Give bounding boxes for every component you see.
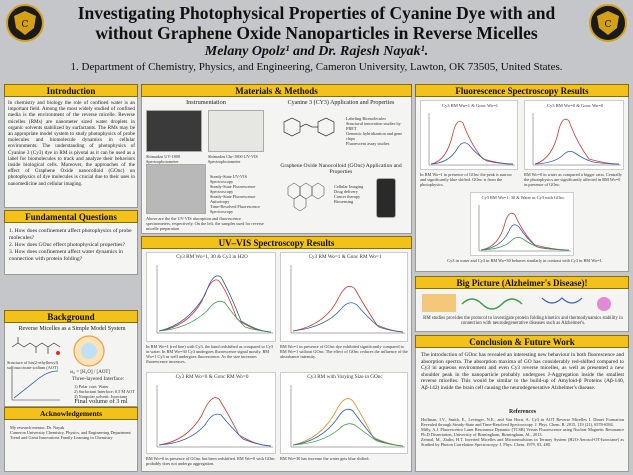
series-line-red [431,121,513,164]
series-line-blue [535,151,619,164]
title-line-2: without Graphene Oxide Nanoparticles in Reverse Micelles [95,23,538,43]
series-line-green [159,301,271,332]
uv-chart-4-plot [281,381,409,453]
references-list [421,417,624,447]
uv-chart-2 [280,252,408,342]
fl-chart-3-plot [471,201,575,255]
brain-tissue-image [422,294,456,312]
instrument-caption-2: Shimadzu Chr-1800 UV-VIS Spectrophotometer [208,154,258,164]
questions-list [9,228,135,263]
series-line-red [159,398,271,446]
fundamental-header: Fundamental Questions [4,210,138,223]
cy3-structure-svg [278,112,340,144]
three-layered-title: Three-layered Interface: [72,376,125,382]
university-logo-left [6,4,44,42]
go-property: Cellular Imaging [334,184,364,189]
go-vial-photo [376,178,396,218]
shield-icon [10,8,40,38]
fl-chart-1 [420,100,518,170]
ack-item: Cameron University Chemistry, Physics, and Engineering Department [10,430,131,435]
uv-caption-1: In RM Wo=1 (red line) with Cy3, the band redshifted as compared to Cy3 in water. In RM Wo=30 Cy3 undergoes fluorescence signal mostly. RM Wo=1 Cy3 as well undergoes fluorescence. As the size increases fluorescence increases. [146,344,274,364]
aot-structure-svg [8,335,66,359]
reverse-micelle-svg [70,333,108,369]
svg-text:C: C [21,20,29,30]
fl-chart-2-title: Cy3 RM Wo=0 & Gonc Wo=0 [546,103,604,108]
cy3-properties-list [346,116,410,146]
uv-chart-4 [280,372,408,454]
sulfonate-atom [56,351,60,355]
affiliation: 1. Department of Chemistry, Physics, and Engineering, Cameron University, Lawton, OK 73505, United States. [70,61,563,73]
go-title: Graphene Oxide Nanocolloid (GOnc) Application and Properties [280,163,402,176]
series-line-blue [293,303,403,332]
layer-2: 2) Surfactant Interface: 0.5 M AOT [74,389,135,394]
cy3-property: Genomic hybridization and gene chips [346,131,403,141]
uv-chart-1 [146,252,276,342]
uv-chart-2-plot [281,261,409,341]
wo-formula: ω₀ = [H₂O] / [AOT] [70,370,111,375]
authors: Melany Opolz¹ and Dr. Rajesh Nayak¹. [204,44,429,59]
instrument-note: Above are the the UV-VIS absorption and fluorescence spectrometers, respectively. On the left, the samples used for reverse micelle preparation [146,216,264,231]
water-core [81,343,97,359]
sample-method: Steady-State UV-VIS Spectroscopy [210,174,247,184]
fl-chart-3 [470,192,574,256]
cy3-property: Fluorescent assay studies [346,141,390,146]
fl-chart-2 [524,100,624,170]
amyloid-fibril [462,299,522,309]
cy3-molecule [284,118,334,136]
protein-folding-svg [422,292,622,314]
aggregate-blob [597,297,611,311]
sample-method: Steady-State Fluorescence Spectroscopy [210,184,256,194]
acknowledgements-header: Acknowledgements [4,407,138,420]
layer-3: 3) Nonpolar solvent: Isooctane [74,394,128,399]
poster-title [50,3,583,43]
fl-caption-3: Cy3 in water and Cy3 in RM Wo=30 behaves similarly in contrast with Cy3 in RM Wo=1. [447,258,603,263]
conclusion-header: Conclusion & Future Work [415,335,629,348]
uv-caption-2: RM Wo=1 in presence of GOnc dye exhibited significantly compared to RM Wo=1 without GOnc. The effect of GOnc reduces the influence of the absorbance intensity. [280,344,408,359]
introduction-header: Introduction [4,84,138,97]
ack-item: Trend and Great Innovations Family Learning in Chemistry [10,435,113,440]
sample-method: Steady-State Fluorescence Anisotropy [210,194,256,204]
series-line-blue [159,414,271,446]
background-header: Background [4,310,138,323]
sample-method: Time-Resolved Fluorescence Spectroscopy [210,204,261,214]
acknowledgements-list [10,425,135,440]
cy3-property: Structural innovation studies by FRET [346,121,401,131]
uv-chart-2-title: Cy3 RM Wo=1 & Gonc RM Wo=1 [308,254,382,260]
uvvis-header: UV–VIS Spectroscopy Results [141,236,412,249]
svg-text:C: C [604,20,612,30]
conclusion-text: The introduction of GOnc has revealed an interesting new behaviour in both fluorescence and absorption spectra. The absorption maxima of GO has considerably red-shifted compared to Cy3 in aqueous environment and even Cy3 reverse micelles, as well as presented a new shoulder peak in the nanoparticle probably undergoes J-Aggregation inside the smallest reverse micelles. This would be similar to the build-up of Amyloid-β Proteins (Aβ-140, Aβ-142) inside the brain cell causing the neurodegenerative Alzheimer's disease. [421,352,624,391]
series-line-red [293,286,403,332]
go-property: Cancer therapy [334,194,361,199]
uv-vis-instrument-photo [146,110,202,152]
layers-list [74,384,138,399]
fl-chart-1-plot [421,109,519,169]
aot-molecule [12,337,60,354]
cy3-title: Cyanine 3 (CY3) Application and Properties [287,100,395,106]
uv-chart-3-plot [147,381,277,453]
sample-methods-list [210,174,268,214]
protein-chain [542,298,582,303]
uv-chart-4-title: Cy3 RM with Varying Size in GOnc [307,374,383,380]
reference-item: Zeimal, M., Zialin, H.T. Inverted Micelles and Microemulsions in Ternary System (H2O-Aerosol-OT-Isooctane) as Studied by Photon Correlation Spectroscopy. J. Phys. Chem. 1979, 83, 480. [421,437,624,447]
fluorescence-instrument-photo [208,110,264,152]
fl-chart-3-title: Cy3 RM Wo=1, 30 & Water in Cy3 with GOnc [481,195,565,200]
final-volume: Final volume of 3 ml [74,398,128,405]
samples-photo [146,164,206,214]
fl-chart-2-plot [525,109,625,169]
fl-caption-2: RM Wo=0 in water as compared a bigger ratio. Centrally the photophysics are significantly affected in RM Wo=0 in presence of GOnc. [524,172,622,187]
instrumentation-title: Instrumentation [186,99,226,106]
references-title: References [509,409,536,415]
instrument-caption-1: Shimadzu UV-1800 Spectrophotometer [146,154,181,164]
uv-caption-3: RM Wo=0 in presence of GOnc has been redshifted. RM Wo=0 with GOnc probably does not undergo aggregation. [146,456,276,466]
series-line-red [481,213,569,250]
series-line-orange [293,399,403,446]
series-line-blue [431,143,513,164]
series-line-blue [293,409,403,446]
fl-chart-1-title: Cy3 RM Wo=1 & Gonc Wo=1 [441,103,499,108]
ack-item: My research mentor, Dr. Nayak [10,425,65,430]
question-3: 3. How does confinement affect water dynamics in connection with protein folding? [9,249,123,262]
wo-plot-svg [8,367,63,403]
shield-icon [593,8,623,38]
series-line-blue [159,276,271,332]
series-line-red [535,119,619,164]
bigpicture-text: RM studies provides the protocol to investigate protein folding kinetics and thermodynamics stability in connection with neurodegenerative diseases such as Alzheimer's. [423,316,623,326]
question-2: 2. How does GOnc effect photophysical properties? [9,242,125,248]
university-logo-right [589,4,627,42]
cy3-property: Labeling Biomolecules [346,116,386,121]
reference-item: Milly, A.J. Fluorescence Laser Resonance Dynamic (TCSR) Versus Fluorescence using Nuclear Magnetic Resonance Ph.D Dissertation, University of Birmingham, Birmingham, AL, 2013. [421,427,624,437]
background-subtitle: Reverse Micelles as a Simple Model System [18,326,126,332]
series-line-red [159,280,271,332]
layer-1: 1) Polar core: Water [74,384,109,389]
uv-chart-3-title: Cy3 RM Wo=0 & Gonc RM Wo=0 [175,374,249,380]
bigpicture-header: Big Picture (Alzheimer's Disease)! [415,276,629,289]
uv-caption-4: RM Wo=30 has increase the water gets blue shifted. [280,456,370,461]
wo-plot-curve [14,371,58,398]
go-property: Biosensing [334,199,354,204]
structure-caption: Structure of bis(2-ethylhexyl) sulfosuccinate sodium (AOT) [7,360,59,370]
go-property: Drug delivery [334,189,358,194]
fluorescence-header: Fluorescence Spectroscopy Results [415,84,629,97]
series-line-blue [481,225,569,250]
uv-chart-1-title: Cy3 RM Wo=1, 30 & Cy3 in H2O [176,254,248,260]
fl-caption-1: In RM Wo=1 in presence of GOnc the peak is narrow and significantly blue shifted. GOnc is from the photophysics. [420,172,512,187]
introduction-text: In chemistry and biology the role of confined water is an important field. Among the most widely studied of confined media is the environment of the reverse micelle. Reverse micelles (RMs) are nanometer sized water droplets in organic solvents stabilized by surfactants. The RMs may be an appropriate model system to study photophysics of probe molecules and biomolecule dynamics in cellular environments. The understanding of photophysics of Cyanine 3 (Cy3) dye in RM is pivotal as it can be used as a label for biomolecules to track and analyze their behaviors inside biological cells. Moreover, the approaches of the effect of Graphene Oxide nanocolloid (GOnc) on photophysics of dye molecules is crucial due to their uses in nanomedicine and cellular imaging. [8,100,135,187]
title-line-1: Investigating Photophysical Properties of Cyanine Dye with and [77,3,556,23]
go-lattice [288,183,324,211]
graphene-oxide-svg [278,175,330,215]
question-1: 1. How does confinement affect photophysics of probe molecules? [9,228,132,241]
go-properties-list [334,184,370,204]
materials-header: Materials & Methods [141,84,412,97]
uv-chart-1-plot [147,261,277,341]
reference-item: Hoffman, I.V., Smith, E., Levinger, N.E., and Van Horn, A. Cy3 in AOT Reverse Micelles I. Dimer Formation Revealed through Steady-State and Time-Resolved Spectroscopy. J. Phys. Chem. B. 2015, 119 (21), 6578-6584. [421,417,624,427]
uv-chart-3 [146,372,276,454]
